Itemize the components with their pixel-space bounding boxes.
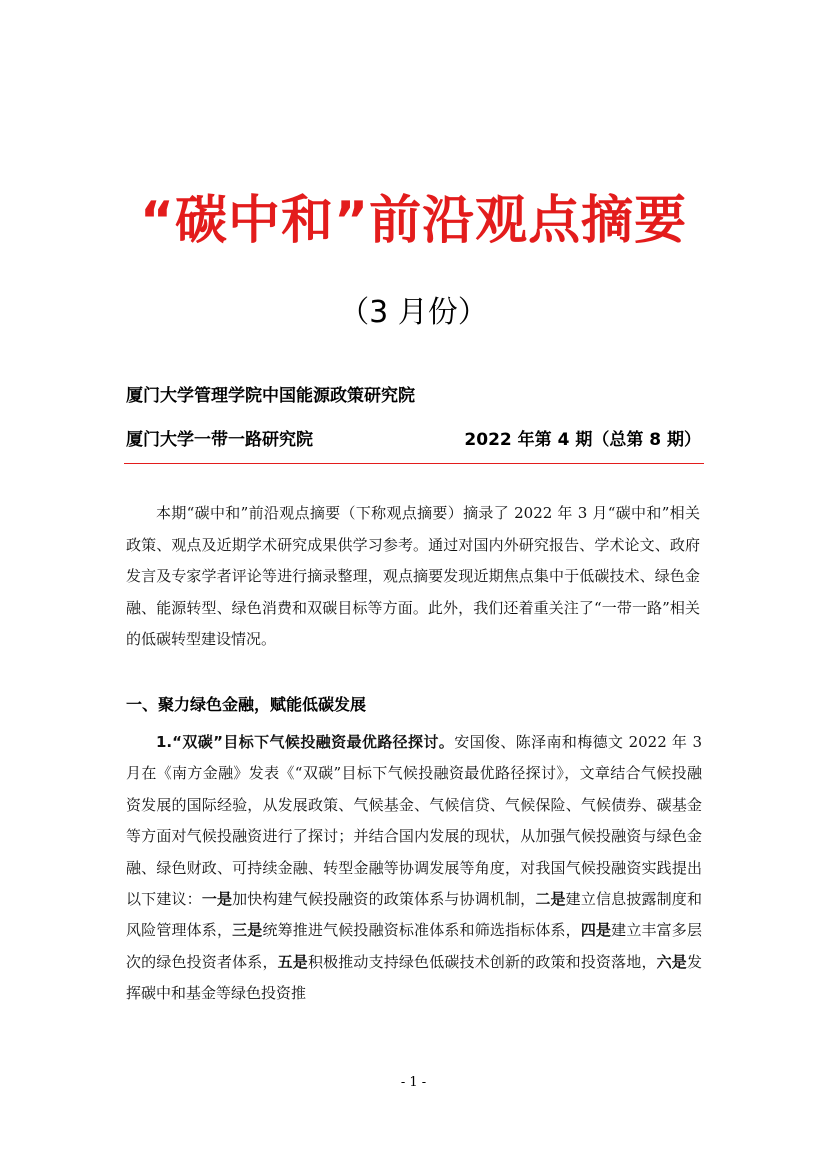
point-marker-4: 四是 [580,921,612,940]
document-subtitle: （3 月份） [339,295,488,330]
point-text-1: 加快构建气候投融资的政策体系与协调机制， [232,890,536,909]
point-text-3: 统筹推进气候投融资标准体系和筛选指标体系， [262,921,581,940]
point-marker-2: 二是 [535,890,566,909]
issue-number: 2022 年第 4 期（总第 8 期） [464,430,701,450]
point-marker-5: 五是 [277,952,308,971]
point-marker-6: 六是 [656,952,687,971]
document-title: “碳中和”前沿观点摘要 [139,191,688,251]
page-number: - 1 - [400,1075,427,1090]
item-lead: 1.“双碳”目标下气候投融资最优路径探讨。 [156,733,455,751]
point-marker-3: 三是 [232,921,263,940]
item-text: 安国俊、陈泽南和梅德文 2022 年 3 月在《南方金融》发表《“双碳”目标下气候投融资最优路径探讨》，文章结合气候投融资发展的国际经验，从发展政策、气候基金、气候信贷、气候保险、气候债券、碳基金等方面对气候投融资进行了探讨；并结合国内发展的现状，从加强气候投融资与绿色金融、绿色财政、可持续金融、转型金融等协调发展等角度，对我国气候投融资实践提出以下建议： [126,733,702,909]
body-paragraph [126,727,702,1010]
organization-line-1: 厦门大学管理学院中国能源政策研究院 [126,386,415,406]
organization-line-2: 厦门大学一带一路研究院 [126,430,313,450]
point-marker-1: 一是 [201,890,233,909]
point-text-2: 建立信息披露制度和风险管理体系， [126,890,702,940]
intro-paragraph: 本期“碳中和”前沿观点摘要（下称观点摘要）摘录了 2022 年 3 月“碳中和”相关政策、观点及近期学术研究成果供学习参考。通过对国内外研究报告、学术论文、政府发言及专家学者评论等进行摘录整理，观点摘要发现近期焦点集中于低碳技术、绿色金融、能源转型、绿色消费和双碳目标等方面。此外，我们还着重关注了“一带一路”相关的低碳转型建设情况。 [126,504,700,648]
section-heading: 一、聚力绿色金融，赋能低碳发展 [126,695,367,714]
header-divider [124,463,704,464]
point-text-6: 发挥碳中和基金等绿色投资推 [126,952,702,1003]
point-text-5: 积极推动支持绿色低碳技术创新的政策和投资落地， [307,952,657,971]
point-text-4: 建立丰富多层次的绿色投资者体系， [126,921,702,971]
